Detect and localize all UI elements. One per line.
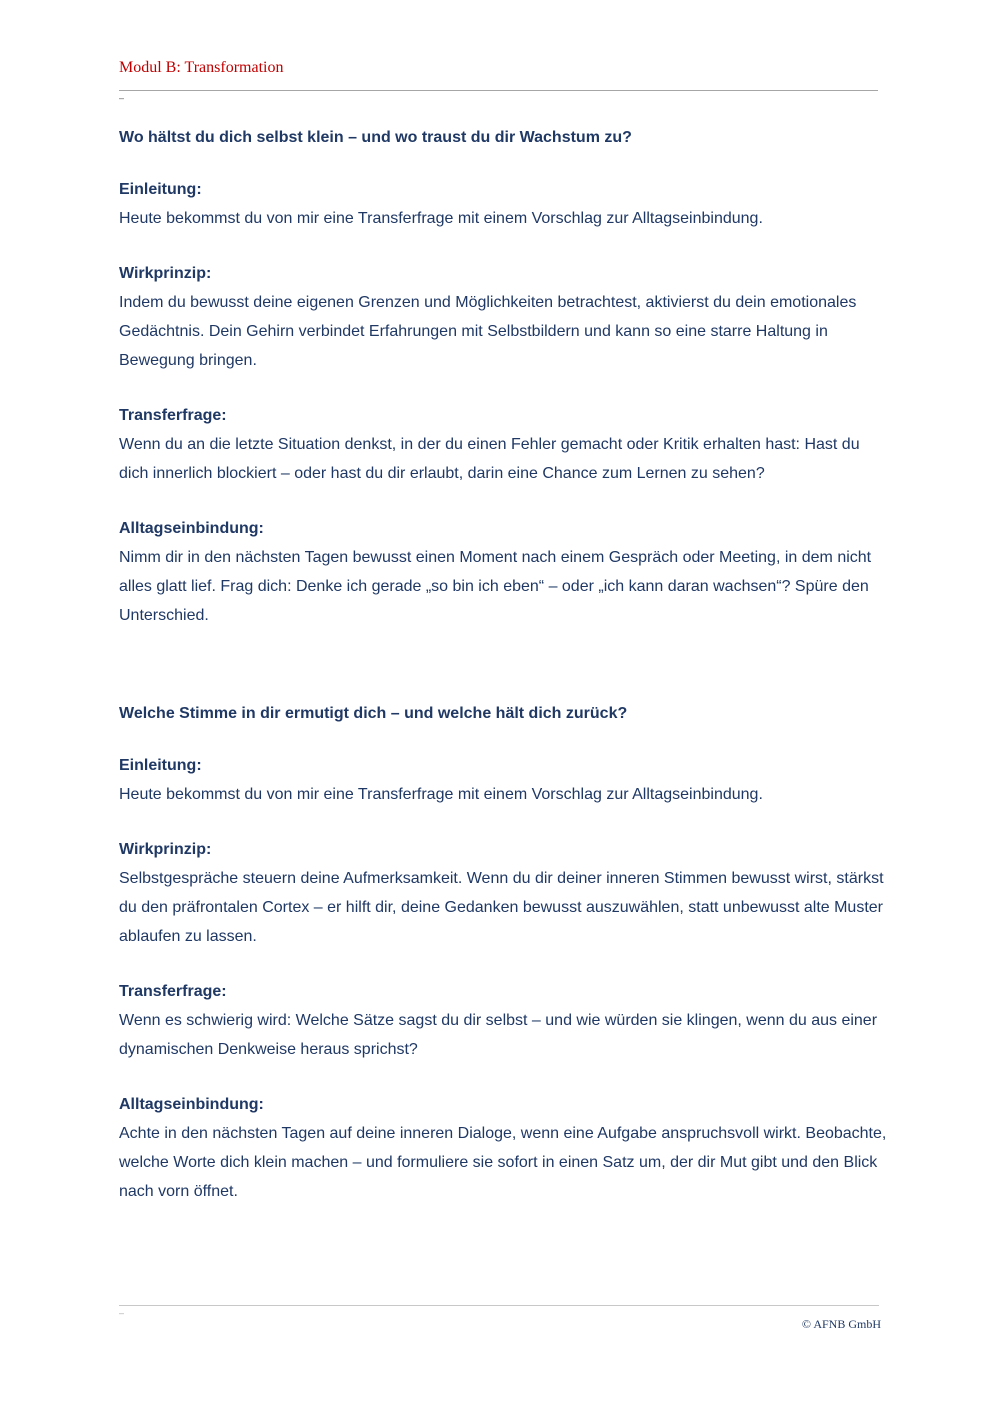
block-label: Alltagseinbindung: <box>119 1096 264 1113</box>
block-label: Einleitung: <box>119 181 202 198</box>
block-label: Einleitung: <box>119 757 202 774</box>
block-alltagseinbindung <box>119 518 889 630</box>
block-label: Alltagseinbindung: <box>119 520 264 537</box>
header-divider <box>119 90 878 91</box>
footer-copyright: © AFNB GmbH <box>801 1317 881 1331</box>
block-wirkprinzip <box>119 839 889 951</box>
question-section <box>119 127 889 630</box>
block-text: Wenn du an die letzte Situation denkst, in der du einen Fehler gemacht oder Kritik erhalten hast: Hast du dich innerlich blockiert – oder hast du dir erlaubt, darin eine Chance zum Lernen zu sehen? <box>119 436 860 482</box>
question-title: Welche Stimme in dir ermutigt dich – und welche hält dich zurück? <box>119 705 628 722</box>
block-text: Indem du bewusst deine eigenen Grenzen und Möglichkeiten betrachtest, aktivierst du dein emotionales Gedächtnis. Dein Gehirn verbindet Erfahrungen mit Selbstbildern und kann so eine starre Haltung in Bewegung bringen. <box>119 294 857 369</box>
block-label: Transferfrage: <box>119 407 227 424</box>
footer-divider <box>119 1305 879 1306</box>
footer-dash: – <box>119 1308 125 1318</box>
header-dash: – <box>119 93 125 103</box>
block-transferfrage <box>119 405 889 488</box>
block-label: Wirkprinzip: <box>119 841 212 858</box>
block-label: Wirkprinzip: <box>119 265 212 282</box>
question-title: Wo hältst du dich selbst klein – und wo traust du dir Wachstum zu? <box>119 129 632 146</box>
block-text: Nimm dir in den nächsten Tagen bewusst einen Moment nach einem Gespräch oder Meeting, in dem nicht alles glatt lief. Frag dich: Denke ich gerade „so bin ich eben“ – oder „ich kann daran wachsen“? Spüre den Unterschied. <box>119 549 872 624</box>
block-text: Heute bekommst du von mir eine Transferfrage mit einem Vorschlag zur Alltagseinbindung. <box>119 210 763 227</box>
block-einleitung <box>119 179 889 233</box>
block-transferfrage <box>119 981 889 1064</box>
header-title: Modul B: Transformation <box>119 59 284 76</box>
block-text: Wenn es schwierig wird: Welche Sätze sagst du dir selbst – und wie würden sie klingen, wenn du aus einer dynamischen Denkweise heraus sprichst? <box>119 1012 878 1058</box>
block-text: Achte in den nächsten Tagen auf deine inneren Dialoge, wenn eine Aufgabe anspruchsvoll wirkt. Beobachte, welche Worte dich klein machen – und formuliere sie sofort in einen Satz um, der dir Mut gibt und den Blick nach vorn öffnet. <box>119 1125 887 1200</box>
block-einleitung <box>119 755 889 809</box>
block-text: Heute bekommst du von mir eine Transferfrage mit einem Vorschlag zur Alltagseinbindung. <box>119 786 763 803</box>
question-section <box>119 703 889 1206</box>
block-text: Selbstgespräche steuern deine Aufmerksamkeit. Wenn du dir deiner inneren Stimmen bewusst wirst, stärkst du den präfrontalen Cortex – er hilft dir, deine Gedanken bewusst auszuwählen, statt unbewusst alte Muster ablaufen zu lassen. <box>119 870 884 945</box>
block-label: Transferfrage: <box>119 983 227 1000</box>
block-wirkprinzip <box>119 263 889 375</box>
block-alltagseinbindung <box>119 1094 889 1206</box>
